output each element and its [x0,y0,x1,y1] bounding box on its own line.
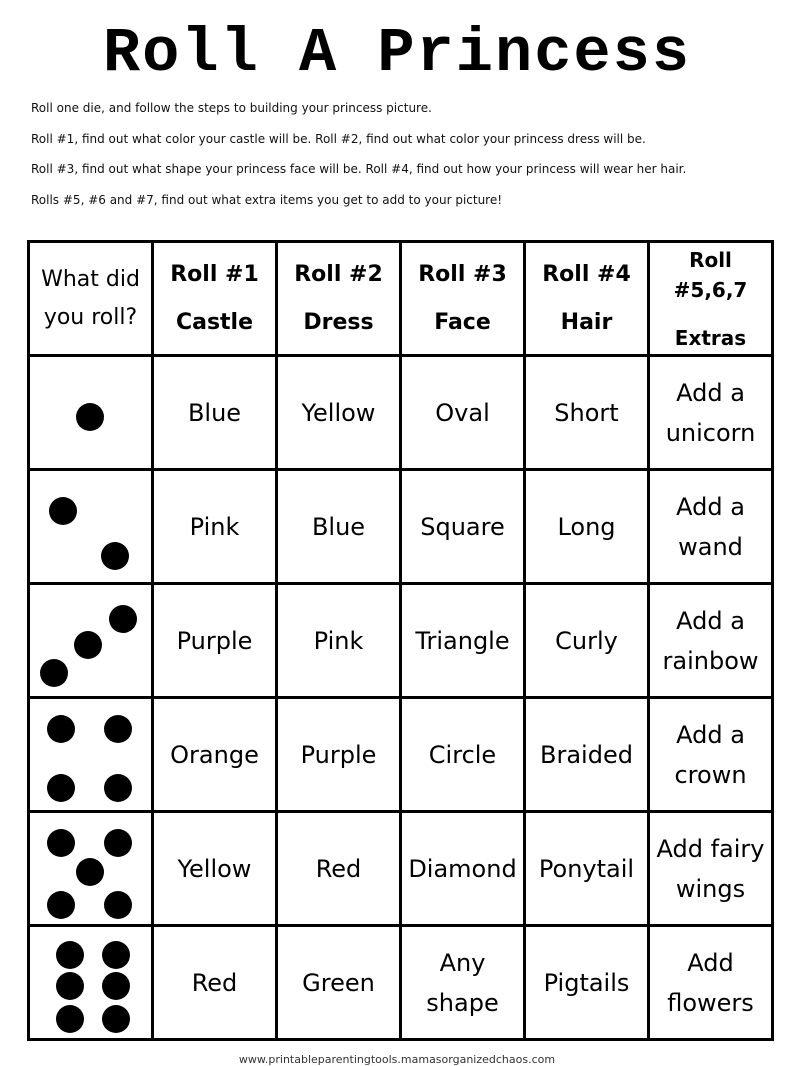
corner-line-1: What did [41,266,140,292]
die-pip [56,1005,84,1033]
header-roll-label: Roll #5,6,7 [673,247,748,302]
extras-line-1: Add fairy [656,834,765,863]
die-pip [102,941,130,969]
table-row [29,812,773,926]
extras-line-1: Add a [676,606,745,635]
instruction-line-4: Rolls #5, #6 and #7, find out what extra items you get to add to your picture! [31,193,503,207]
die-pip [47,774,75,802]
header-roll-label: Roll #1 [170,261,259,287]
die-pip [76,403,104,431]
header-category-label: Hair [560,309,613,335]
header-category-label: Dress [303,309,374,335]
die-pip [47,829,75,857]
header-category-label: Extras [674,325,747,350]
castle-cell: Red [153,926,277,1040]
header-extras [649,242,773,356]
die-pip [101,542,129,570]
table-row [29,584,773,698]
extras-line-1: Add a [676,720,745,749]
die-pip [47,715,75,743]
extras-cell [649,812,773,926]
header-category-label: Castle [175,309,254,335]
extras-line-1: Add [687,948,734,977]
die-pip [104,829,132,857]
die-face-1-icon [29,356,153,470]
page-title: Roll A Princess [102,18,692,89]
die-face-3-icon [29,584,153,698]
face-cell: Oval [401,356,525,470]
table-row [29,470,773,584]
dress-cell: Blue [277,470,401,584]
die-pip [56,941,84,969]
die-pip [47,891,75,919]
extras-cell [649,926,773,1040]
table-row [29,698,773,812]
extras-cell [649,470,773,584]
die-face-2-icon [29,470,153,584]
extras-cell [649,698,773,812]
face-cell: Diamond [401,812,525,926]
dress-cell: Pink [277,584,401,698]
face-cell: Circle [401,698,525,812]
die-face-5-icon [29,812,153,926]
header-roll-label: Roll #2 [294,261,383,287]
header-roll-label: Roll #3 [418,261,507,287]
die-pip [74,631,102,659]
extras-line-2: wand [678,532,743,561]
face-cell-text: Any shape [426,948,499,1017]
die-pip [56,972,84,1000]
hair-cell: Pigtails [525,926,649,1040]
hair-cell: Curly [525,584,649,698]
castle-cell: Purple [153,584,277,698]
die-pip [49,497,77,525]
die-pip [76,858,104,886]
dress-cell: Green [277,926,401,1040]
die-pip [40,659,68,687]
face-cell: Triangle [401,584,525,698]
extras-line-1: Add a [676,378,745,407]
header-roll-label: Roll #4 [542,261,631,287]
header-dress [277,242,401,356]
hair-cell: Long [525,470,649,584]
instruction-line-3: Roll #3, find out what shape your princess face will be. Roll #4, find out how your princess will wear her hair. [31,162,687,176]
castle-cell: Orange [153,698,277,812]
dress-cell: Red [277,812,401,926]
table-row [29,926,773,1040]
die-face-4-icon [29,698,153,812]
dress-cell: Purple [277,698,401,812]
die-face-6-icon [29,926,153,1040]
face-cell [401,926,525,1040]
die-pip [109,605,137,633]
die-pip [104,715,132,743]
extras-cell [649,356,773,470]
instruction-line-2: Roll #1, find out what color your castle will be. Roll #2, find out what color your princess dress will be. [31,132,646,146]
extras-line-2: rainbow [662,646,759,675]
roll-table [27,240,774,1041]
die-pip [104,891,132,919]
extras-line-2: crown [674,760,747,789]
face-cell: Square [401,470,525,584]
header-category-label: Face [434,309,491,335]
header-hair [525,242,649,356]
header-castle [153,242,277,356]
die-pip [104,774,132,802]
castle-cell: Blue [153,356,277,470]
die-pip [102,972,130,1000]
extras-line-1: Add a [676,492,745,521]
dress-cell: Yellow [277,356,401,470]
table-row [29,356,773,470]
extras-line-2: wings [675,874,746,903]
castle-cell: Pink [153,470,277,584]
hair-cell: Ponytail [525,812,649,926]
footer-url: www.printableparentingtools.mamasorganizedchaos.com [238,1053,556,1066]
corner-line-2: you roll? [43,304,138,330]
header-face [401,242,525,356]
extras-line-2: flowers [667,988,754,1017]
instruction-line-1: Roll one die, and follow the steps to building your princess picture. [31,101,432,115]
hair-cell: Braided [525,698,649,812]
castle-cell: Yellow [153,812,277,926]
corner-header [29,242,153,356]
die-pip [102,1005,130,1033]
extras-cell [649,584,773,698]
header-row [29,242,773,356]
hair-cell: Short [525,356,649,470]
extras-line-2: unicorn [665,418,756,447]
